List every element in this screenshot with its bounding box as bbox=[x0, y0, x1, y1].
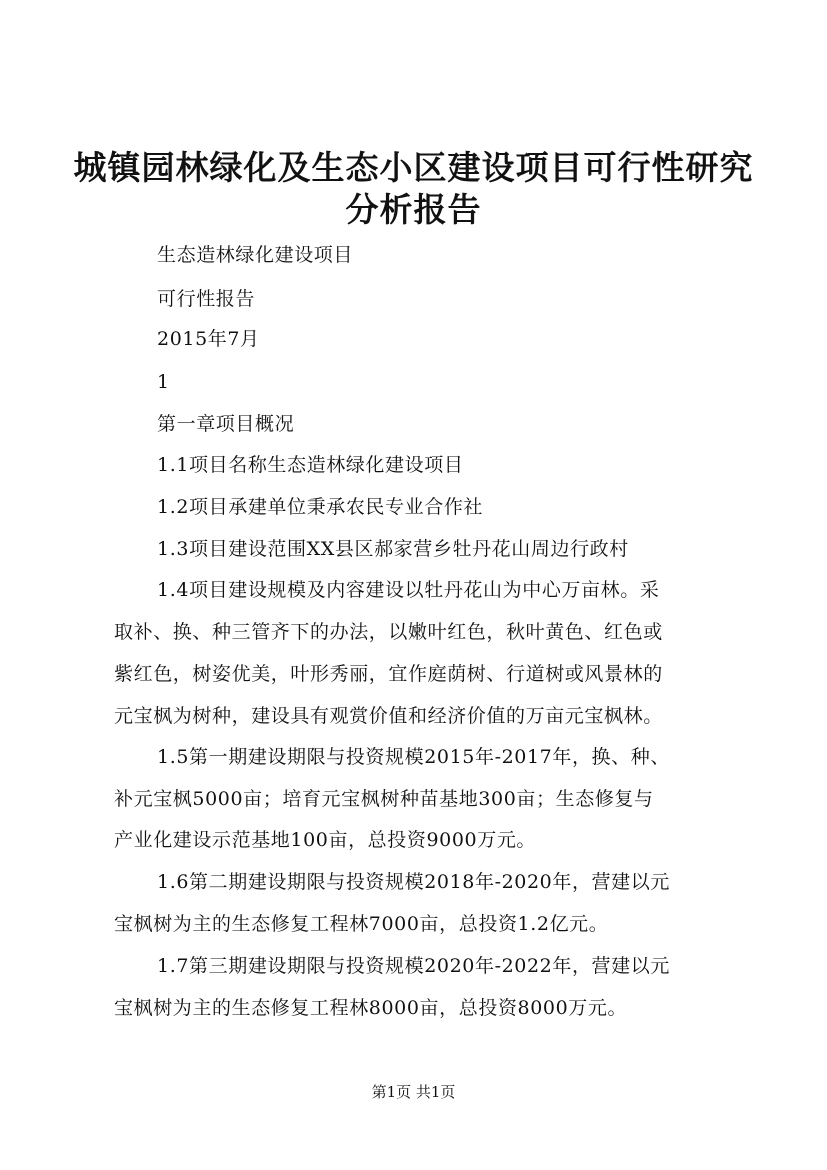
section-1-6-line-2: 宝枫树为主的生态修复工程林7000亩，总投资1.2亿元。 bbox=[114, 913, 609, 935]
document-title-line-1: 城镇园林绿化及生态小区建设项目可行性研究 bbox=[73, 148, 754, 187]
section-1-2: 1.2项目承建单位秉承农民专业合作社 bbox=[157, 496, 484, 518]
section-1-5-line-1: 1.5第一期建设期限与投资规模2015年-2017年，换、种、 bbox=[157, 746, 670, 768]
section-1-4-line-1: 1.4项目建设规模及内容建设以牡丹花山为中心万亩林。采 bbox=[157, 579, 660, 601]
section-1-3: 1.3项目建设范围XX县区郝家营乡牡丹花山周边行政村 bbox=[157, 538, 629, 560]
project-name-line: 生态造林绿化建设项目 bbox=[157, 244, 354, 266]
section-1-4-line-3: 紫红色，树姿优美，叶形秀丽，宜作庭荫树、行道树或风景林的 bbox=[114, 663, 663, 685]
section-1-7-line-2: 宝枫树为主的生态修复工程林8000亩，总投资8000万元。 bbox=[114, 997, 628, 1019]
chapter-heading: 第一章项目概况 bbox=[157, 413, 295, 435]
section-1-4-line-2: 取补、换、种三管齐下的办法，以嫩叶红色，秋叶黄色、红色或 bbox=[114, 621, 663, 643]
section-1-4-line-4: 元宝枫为树种，建设具有观赏价值和经济价值的万亩元宝枫林。 bbox=[114, 705, 663, 727]
document-title-line-2: 分析报告 bbox=[345, 190, 482, 229]
section-1-6-line-1: 1.6第二期建设期限与投资规模2018年-2020年，营建以元 bbox=[157, 871, 670, 893]
section-1-5-line-3: 产业化建设示范基地100亩，总投资9000万元。 bbox=[114, 829, 537, 851]
section-1-7-line-1: 1.7第三期建设期限与投资规模2020年-2022年，营建以元 bbox=[157, 955, 670, 977]
report-type-line: 可行性报告 bbox=[157, 288, 256, 310]
section-1-1: 1.1项目名称生态造林绿化建设项目 bbox=[157, 454, 464, 476]
section-1-5-line-2: 补元宝枫5000亩；培育元宝枫树种苗基地300亩；生态修复与 bbox=[114, 788, 654, 810]
toc-page-number: 1 bbox=[157, 371, 170, 393]
date-line: 2015年7月 bbox=[157, 328, 260, 350]
page-footer: 第1页 共1页 bbox=[371, 1083, 456, 1101]
